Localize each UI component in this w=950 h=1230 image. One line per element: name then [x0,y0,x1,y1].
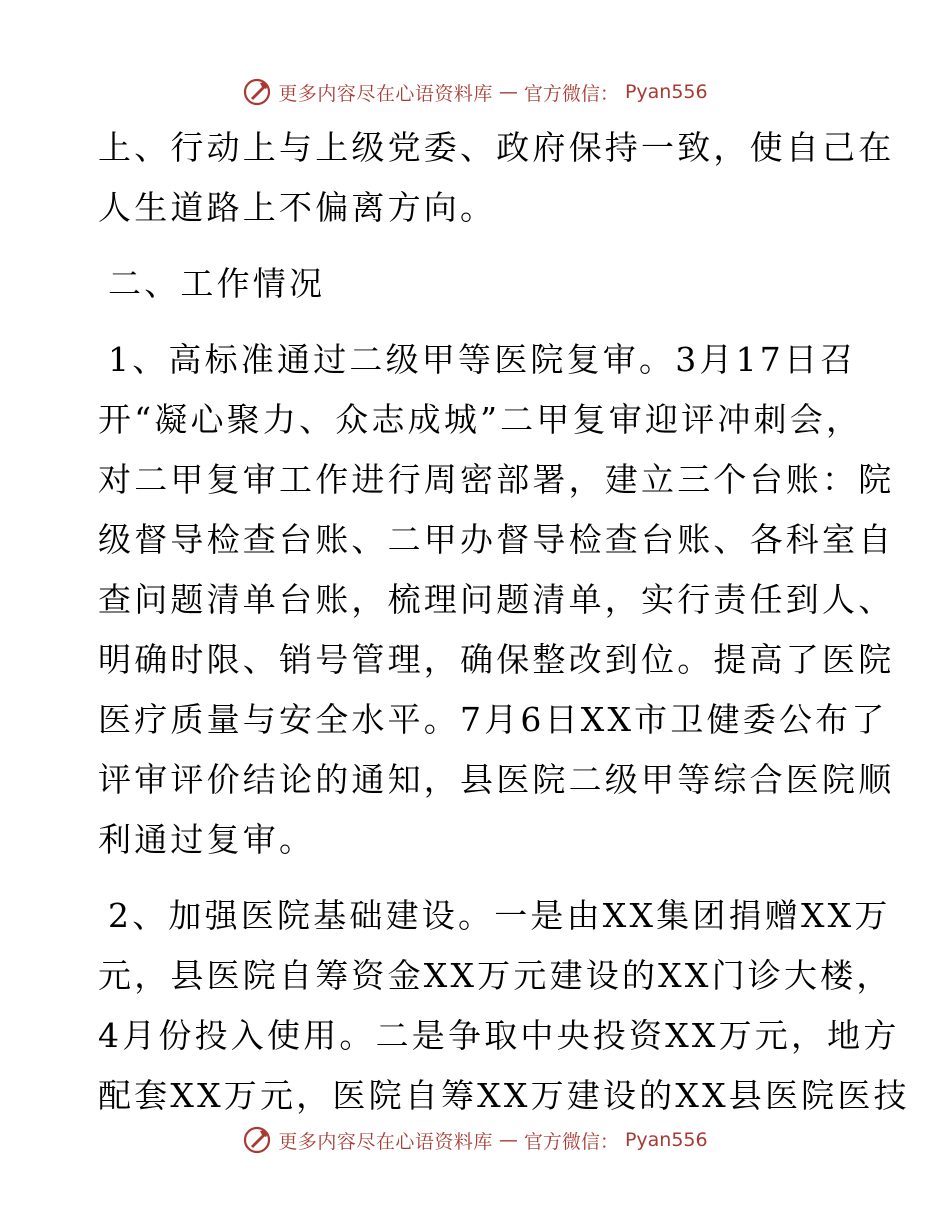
quill-logo-icon [242,1125,272,1155]
watermark-header [0,72,950,112]
paragraph [98,118,895,238]
text-line: 1、高标准通过二级甲等医院复审。3月17日召 [108,340,857,379]
watermark-footer [0,1120,950,1160]
text-line: 元，县医院自筹资金XX万元建设的XX门诊大楼， [98,956,893,995]
text-line: 上、行动上与上级党委、政府保持一致，使自己在 [98,128,895,167]
section-heading [98,254,858,314]
text-line: 对二甲复审工作进行周密部署，建立三个台账：院 [98,460,895,499]
text-line: 明确时限、销号管理，确保整改到位。提高了医院 [98,640,895,679]
watermark-wechat-label: 官方微信： [523,82,619,105]
text-line: 医疗质量与安全水平。7月6日XX市卫健委公布了 [98,700,888,739]
quill-logo-icon [242,77,272,107]
text-line: 评审评价结论的通知，县医院二级甲等综合医院顺 [98,760,895,799]
text-line: 配套XX万元，医院自筹XX万建设的XX县医院医技 [98,1076,910,1115]
watermark-wechat-label: 官方微信： [523,1130,619,1153]
watermark-text: 更多内容尽在心语资料库 [278,82,493,105]
watermark-wechat-id: Pyan556 [624,81,708,103]
watermark-wechat-id: Pyan556 [624,1129,708,1151]
text-line: 4月份投入使用。二是争取中央投资XX万元，地方 [98,1016,900,1055]
paragraph [98,330,895,870]
text-line: 开“凝心聚力、众志成城”二甲复审迎评冲刺会， [98,400,863,439]
text-line: 人生道路上不偏离方向。 [98,188,497,227]
watermark-separator: — [498,81,518,103]
text-line: 级督导检查台账、二甲办督导检查台账、各科室自 [98,520,895,559]
paragraph [98,886,910,1126]
text-line: 查问题清单台账，梳理问题清单，实行责任到人、 [98,580,895,619]
heading-line: 二、工作情况 [108,264,326,303]
document-body [98,118,910,1126]
text-line: 2、加强医院基础建设。一是由XX集团捐赠XX万 [108,896,891,935]
watermark-separator: — [498,1129,518,1151]
text-line: 利通过复审。 [98,820,316,859]
watermark-text: 更多内容尽在心语资料库 [278,1130,493,1153]
